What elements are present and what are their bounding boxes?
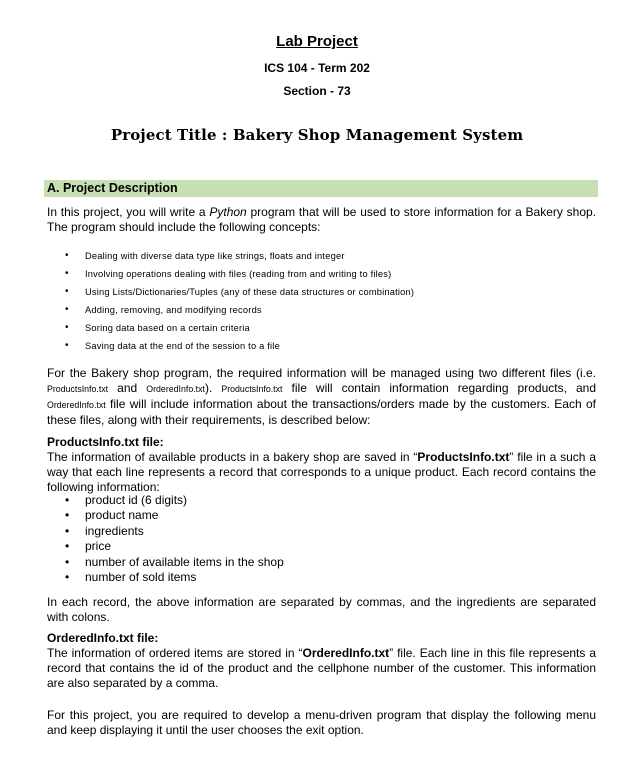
list-item: • Saving data at the end of the session to a file	[65, 340, 414, 358]
section-line: Section - 73	[283, 84, 351, 98]
list-item: • product id (6 digits)	[65, 493, 284, 508]
project-title: Project Title : Bakery Shop Management System	[110, 126, 524, 144]
list-item: • number of sold items	[65, 570, 284, 585]
list-item: • product name	[65, 508, 284, 523]
intro-paragraph: In this project, you will write a Python program that will be used to store information for a Bakery shop. The program should include the following concepts:	[47, 205, 596, 234]
closing-paragraph: For this project, you are required to develop a menu-driven program that display the following menu and keep displaying it until the user chooses the exit option.	[47, 708, 596, 737]
list-item: • Dealing with diverse data type like strings, floats and integer	[65, 250, 414, 268]
separator-note: In each record, the above information are separated by commas, and the ingredients are separated with colons.	[47, 595, 596, 624]
course-line: ICS 104 - Term 202	[264, 61, 370, 75]
section-heading: A. Project Description	[47, 181, 178, 195]
products-file-heading: ProductsInfo.txt file:	[47, 435, 164, 449]
list-item: • Adding, removing, and modifying records	[65, 304, 414, 322]
list-item: • number of available items in the shop	[65, 555, 284, 570]
doc-title: Lab Project	[276, 33, 358, 50]
list-item: • ingredients	[65, 524, 284, 539]
ordered-file-paragraph: The information of ordered items are stored in “OrderedInfo.txt” file. Each line in this file represents a record that contains the id of the product and the cellphone number of the customer. This information are also separated by a comma.	[47, 646, 596, 690]
concepts-list	[65, 250, 414, 358]
files-paragraph: For the Bakery shop program, the required information will be managed using two different files (i.e. ProductsInfo.txt and OrderedInfo.txt). ProductsInfo.txt file will contain information regarding products, and OrderedInfo.txt file will include information about the transactions/orders made by the customers. Each of these files, along with their requirements, is described below:	[47, 366, 596, 427]
list-item: • Involving operations dealing with files (reading from and writing to files)	[65, 268, 414, 286]
product-fields-list	[65, 493, 284, 585]
list-item: • price	[65, 539, 284, 554]
list-item: • Soring data based on a certain criteria	[65, 322, 414, 340]
ordered-file-heading: OrderedInfo.txt file:	[47, 631, 159, 645]
products-file-paragraph: The information of available products in a bakery shop are saved in “ProductsInfo.txt” file in a such a way that each line represents a record that corresponds to a unique product. Each record contains the following information:	[47, 450, 597, 494]
list-item: • Using Lists/Dictionaries/Tuples (any of these data structures or combination)	[65, 286, 414, 304]
